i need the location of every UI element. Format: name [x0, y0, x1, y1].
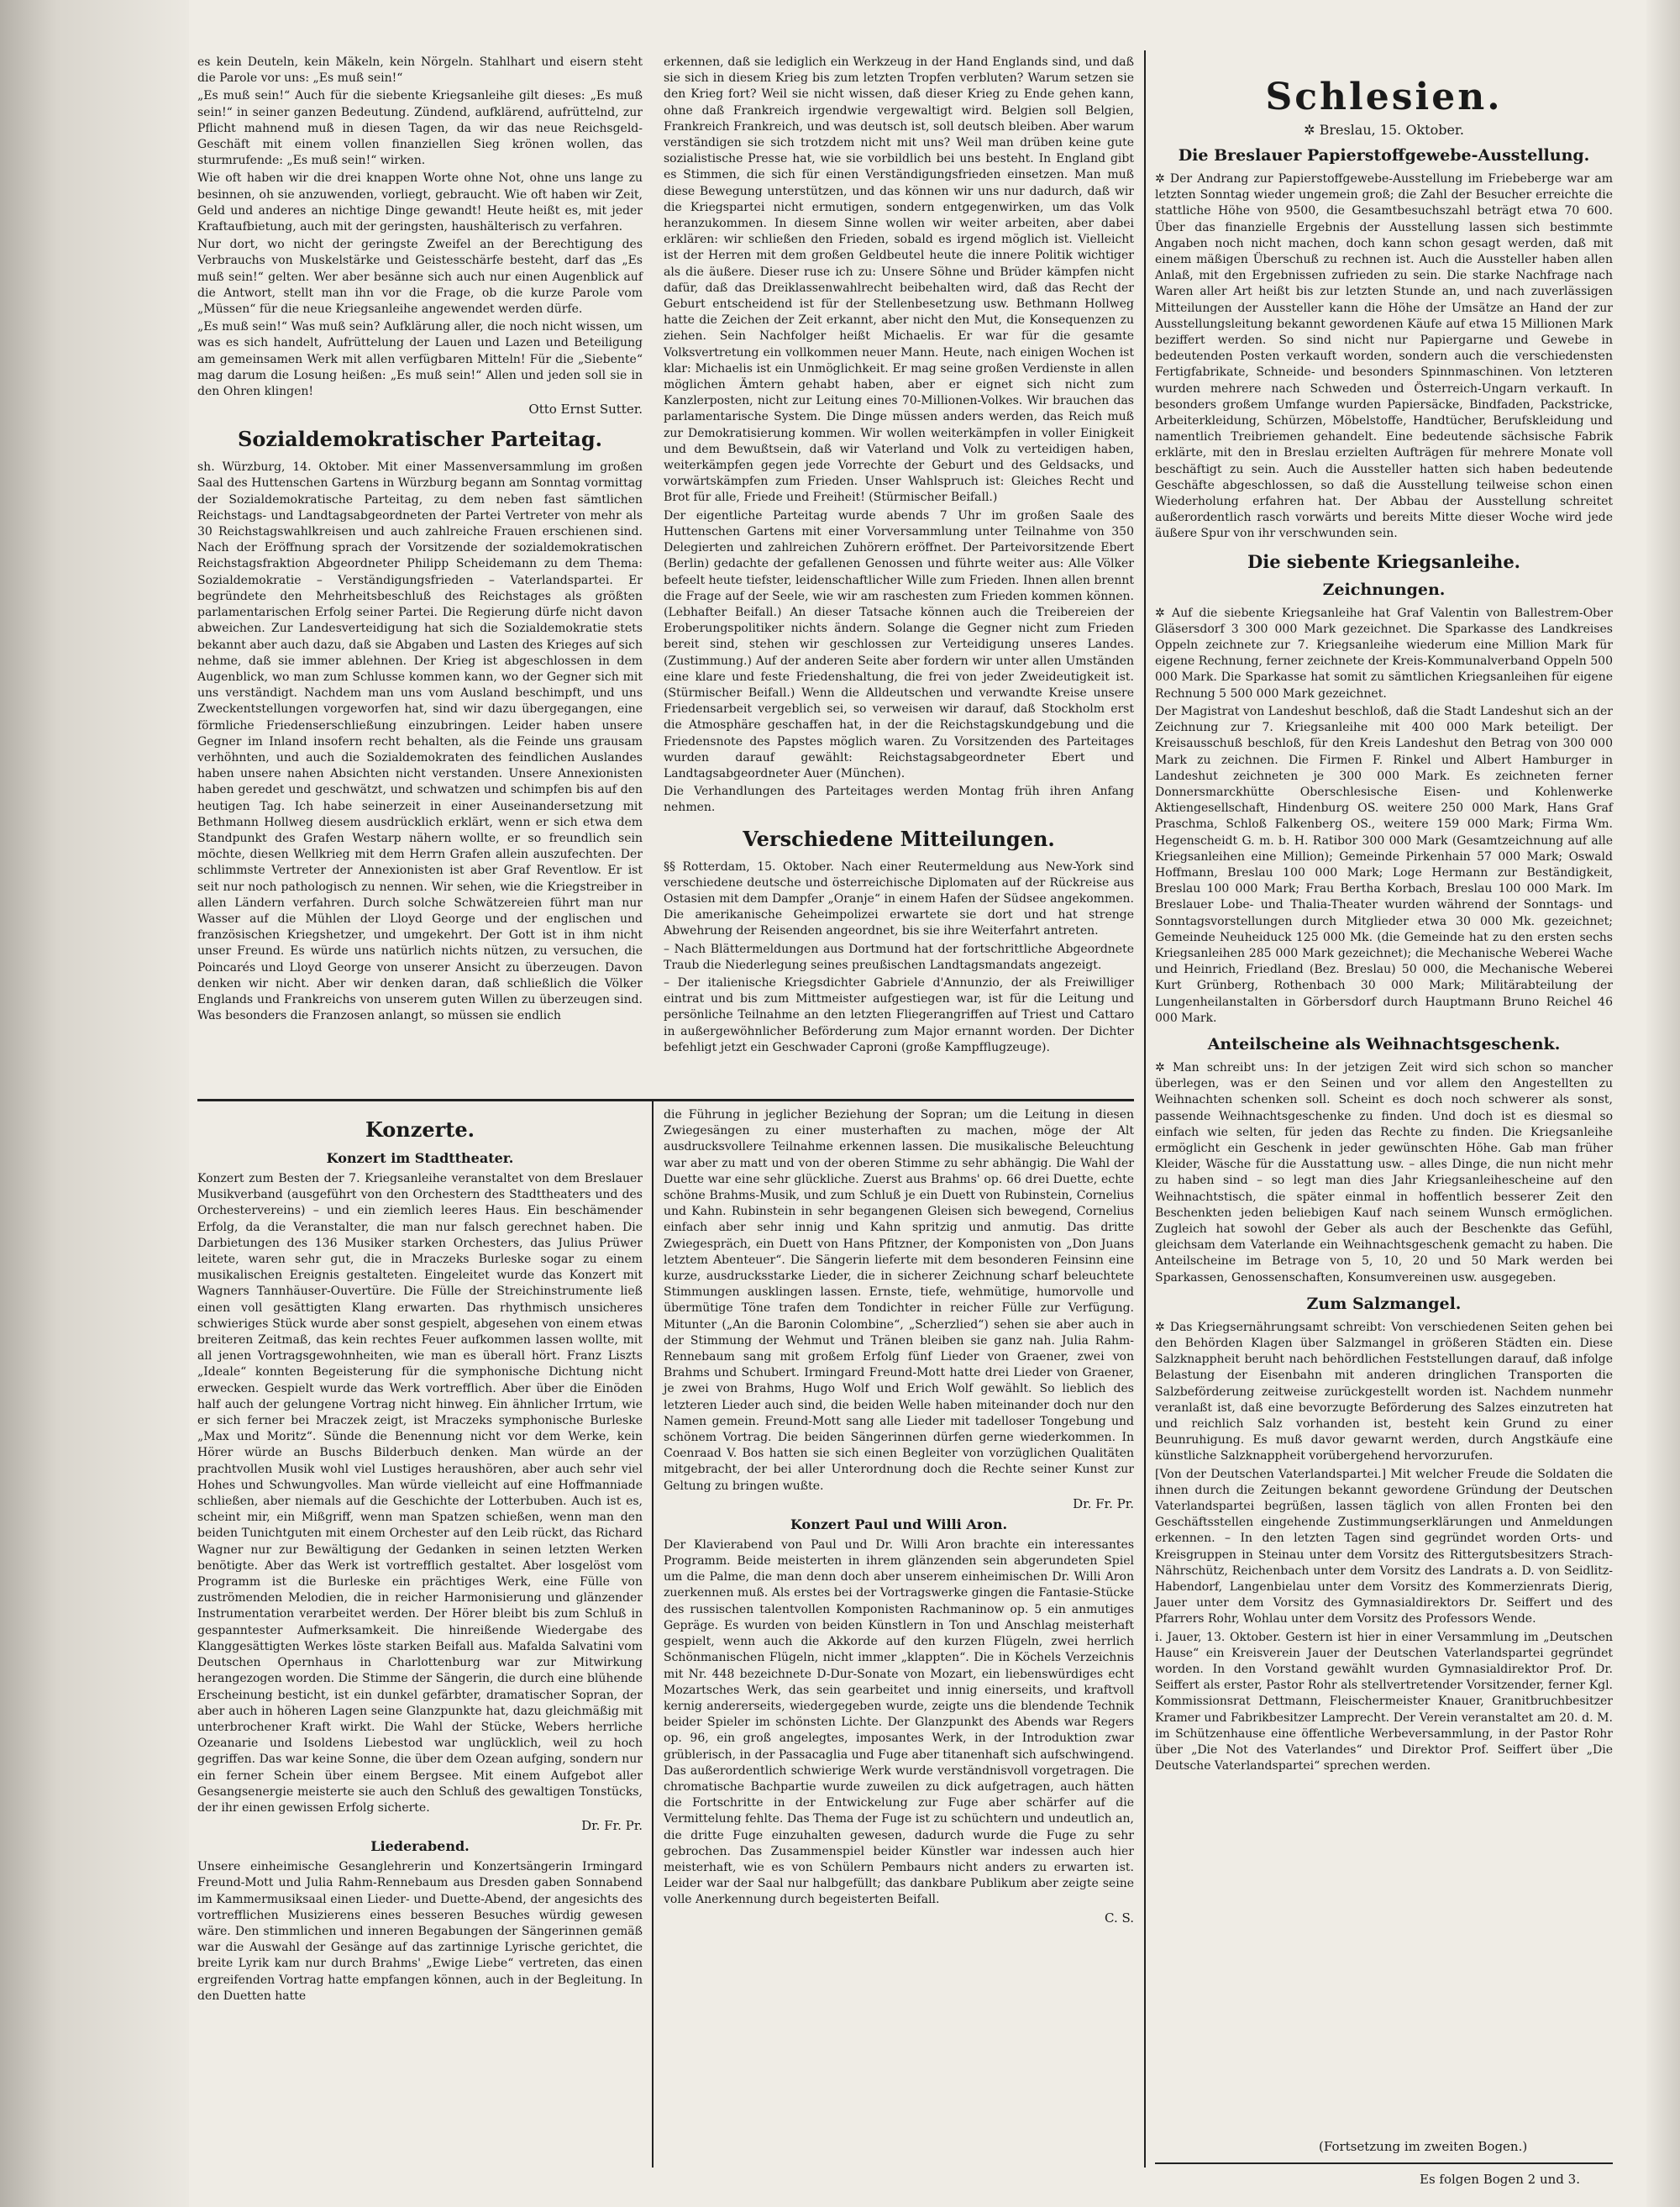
article-paragraph: [Von der Deutschen Vaterlandspartei.] Mit welcher Freude die Soldaten die ihnen durch die Zeitungen bekannt gewordene Gründung der Deutschen Vaterlandspartei begrüßen, lassen täglich von allen Fronten bei den Geschäftsstellen eingehende Zustimmungserklärungen und Anmeldungen erkennen. – In den letzten Tagen sind gegründet worden Orts- und Kreisgruppen in Steinau unter dem Vorsitz des Rittergutsbesitzers Strach-Nährschütz, Reichenbach unter dem Vorsitz des Landrats a. D. von Seidlitz-Habendorf, Langenbielau unter dem Vorsitz des Kommerzienrats Dierig, Jauer unter dem Vorsitz des Gymnasialdirektors Dr. Seiffert und des Pfarrers Rohr, Wohlau unter dem Vorsitz des Professors Wende.: [1155, 1467, 1613, 1626]
article-paragraph: Wie oft haben wir die drei knappen Worte ohne Not, ohne uns lange zu besinnen, oh sie anzuwenden, vorliegt, gebraucht. Wie oft haben wir Zeit, Geld und anderes an nichtige Dinge gewandt! Heute heißt es, mit jeder Kraftaufbietung, auch mit der geringsten, haushälterisch zu verfahren.: [197, 171, 643, 234]
article-paragraph: – Nach Blättermeldungen aus Dortmund hat der fortschrittliche Abgeordnete Traub die Niederlegung seines preußischen Landtagsmandats angezeigt.: [664, 942, 1134, 972]
article-paragraph: Unsere einheimische Gesanglehrerin und Konzertsängerin Irmingard Freund-Mott und Julia Rahm-Rennebaum aus Dresden gaben Sonnabend im Kammermusiksaal einen Lieder- und Duette-Abend, der angesichts des vortrefflichen Musizierens eines besseren Besuches würdig gewesen wäre. Den stimmlichen und inneren Begabungen der Sängerinnen gemäß war die Auswahl der Gesänge auf das zartinnige Lyrische gerichtet, die breite Lyrik kam nur durch Brahms' „Ewige Liebe“ vertreten, das einen ergreifenden Vortrag hatte empfangen können, auch in der Begleitung. In den Duetten hatte: [197, 1860, 643, 2003]
article-paragraph: „Es muß sein!“ Was muß sein? Aufklärung aller, die noch nicht wissen, um was es sich handelt, Aufrüttelung der Lauen und Lazen und Beteiligung am gemeinsamen Werk mit allen verfügbaren Mitteln! Für die „Siebente“ mag darum die Losung heißen: „Es muß sein!“ Allen und jeden soll sie in den Ohren klingen!: [197, 320, 643, 399]
article-paragraph: ✲ Auf die siebente Kriegsanleihe hat Graf Valentin von Ballestrem-Ober Gläsersdorf 3 300 000 Mark gezeichnet. Die Sparkasse des Landkreises Oppeln zeichnete zur 7. Kriegsanleihe wiederum eine Million Mark für eigene Rechnung, ferner zeichnete der Kreis-Kommunalverband Oppeln 500 000 Mark. Die Sparkasse hat somit zu sämtlichen Kriegsanleihen für eigene Rechnung 5 500 000 Mark gezeichnet.: [1155, 606, 1613, 701]
footer-rule: [1155, 2162, 1613, 2164]
author-signature: Otto Ernst Sutter.: [528, 402, 643, 418]
konzerte-section: [197, 1107, 643, 2006]
article-paragraph: die Führung in jeglicher Beziehung der Sopran; um die Leitung in diesen Zwiegesängen zu einer musterhaften zu machen, möge der Alt ausdrucksvollere Teilnahme erkennen lassen. Die musikalische Beleuchtung war aber zu matt und von der oberen Stimme zu sehr abhängig. Die Wahl der Duette war eine sehr glückliche. Zuerst aus Brahms' op. 66 drei Duette, echte schöne Brahms-Musik, und zum Schluß je ein Duett von Rubinstein, Cornelius und Kahn. Rubinstein in sehr begangenen Gleisen sich bewegend, Cornelius einfach aber sehr innig und Kahn spritzig und anmutig. Das dritte Zwiegespräch, ein Duett von Hans Pfitzner, der Komponisten von „Don Juans letztem Abenteuer“. Die Sängerin lieferte mit dem besonderen Feinsinn eine kurze, ausdrucksstarke Lieder, die in sicherer Zeichnung scharf beleuchtete Stimmungen ausklingen lassen. Ernste, tiefe, wehmütige, humorvolle und übermütige Töne trafen dem Tondichter in reicher Fülle zur Verfügung. Mitunter („An die Baronin Colombine“, „Scherzlied“) sehen sie aber auch in der Stimmung der Wehmut und Tränen bleiben sie ganz nah. Julia Rahm-Rennebaum sang mit großem Erfolg fünf Lieder von Graener, zwei von Brahms und Schubert. Irmingard Freund-Mott hatte drei Lieder von Graener, je zwei von Brahms, Hugo Wolf und Erich Wolf gewählt. So lieblich des letzteren Lieder auch sind, die beiden Welle haben miteinander doch nur den Namen gemein. Freund-Mott sang alle Lieder mit tadelloser Tongebung und schönem Vortrag. Die beiden Sängerinnen dürfen gerne wiederkommen. In Coenraad V. Bos hatten sie sich einen Begleiter von vorzüglichen Qualitäten mitgebracht, der bei aller Unterordnung doch die Rechte seiner Kunst zur Geltung zu bringen wußte.: [664, 1108, 1134, 1493]
page-edge: [1646, 0, 1680, 2207]
article-paragraph: ✲ Der Andrang zur Papierstoffgewebe-Ausstellung im Friebeberge war am letzten Sonntag wieder ungemein groß; die Zahl der Besucher erreichte die stattliche Höhe von 9500, die Gesamtbesuchszahl beträgt etwa 70 600. Über das finanzielle Ergebnis der Ausstellung lassen sich bestimmte Angaben noch nicht machen, doch kann schon gesagt werden, daß mit einem mäßigen Überschuß zu rechnen ist. Auch die Aussteller haben allen Anlaß, mit den Ergebnissen zufrieden zu sein. Die starke Nachfrage nach Waren aller Art heißt bis zur letzten Stunde an, und nach zuverlässigen Mitteilungen der Aussteller kann die Höhe der Umsätze an Hand der zur Ausstellungsleitung bekannt gewordenen Käufe auf etwa 15 Millionen Mark beziffert werden. So sind nicht nur Papiergarne und Gewebe in bedeutenden Posten verkauft worden, sondern auch die verschiedensten Fertigfabrikate, Schneide- und besonders Spinnmaschinen. Von letzteren wurden mehrere nach Schweden und Österreich-Ungarn verkauft. In besonders großem Umfange wurden Papiersäcke, Bindfaden, Packstricke, Arbeiterkleidung, Schürzen, Möbelstoffe, Handtücher, Berufskleidung und namentlich Treibriemen gehandelt. Eine bedeutende sächsische Fabrik erklärte, mit den in Breslau erzielten Aufträgen für mehrere Monate voll beschäftigt zu sein. Auch die Aussteller hatten sich haben bedeutende Geschäfte abgeschlossen, so daß die Ausstellung teilweise schon einen Wiederholung erfahren hat. Der Abbau der Ausstellung schreitet außerordentlich rasch vorwärts und bereits Mitte dieser Woche wird jede äußere Spur von ihr verschwunden sein.: [1155, 172, 1613, 541]
article-paragraph: i. Jauer, 13. Oktober. Gestern ist hier in einer Versammlung im „Deutschen Hause“ ein Kreisverein Jauer der Deutschen Vaterlandspartei gegründet worden. In den Vorstand gewählt wurden Gymnasialdirektor Prof. Dr. Seiffert als erster, Pastor Rohr als stellvertretender Vorsitzender, ferner Kgl. Kommissionsrat Dettmann, Fleischermeister Knauer, Granitbruchbesitzer Kramer und Fabrikbesitzer Lamprecht. Der Verein veranstaltet am 20. d. M. im Schützenhause eine öffentliche Werbeversammlung, in der Pastor Rohr über „Die Not des Vaterlandes“ und Direktor Prof. Seiffert über „Die Deutsche Vaterlandspartei“ sprechen werden.: [1155, 1630, 1613, 1773]
article-paragraph: Nur dort, wo nicht der geringste Zweifel an der Berechtigung des Verbrauchs von Muskelstärke und Geistesschärfe besteht, darf das „Es muß sein!“ gelten. Wer aber besänne sich auch nur einen Augenblick auf die Antwort, stellt man ihn vor die Frage, ob die kurze Parole vom „Müssen“ für die neue Kriegsanleihe angewendet werden dürfe.: [197, 238, 643, 317]
author-signature: Dr. Fr. Pr.: [1073, 1495, 1134, 1511]
headline-salzmangel: Zum Salzmangel.: [1306, 1294, 1462, 1313]
author-signature: Dr. Fr. Pr.: [581, 1818, 643, 1834]
subheadline-liederabend: Liederabend.: [370, 1838, 470, 1855]
next-sheets-note: Es folgen Bogen 2 und 3.: [1420, 2172, 1580, 2187]
section-title-schlesien: Schlesien.: [1265, 76, 1503, 118]
continuation-note: (Fortsetzung im zweiten Bogen.): [1319, 2139, 1528, 2154]
konzerte-section-continued: [664, 1107, 1134, 1931]
article-paragraph: sh. Würzburg, 14. Oktober. Mit einer Massenversammlung im großen Saal des Huttenschen Gartens in Würzburg begann am Sonntag vormittag der Sozialdemokratische Parteitag, zu dem neben fast sämtlichen Reichstags- und Landtagsabgeordneten der Partei Vertreter von mehr als 30 Reichstagswahlkreisen und auch zahlreiche Frauen erschienen sind. Nach der Eröffnung sprach der Vorsitzende der sozialdemokratischen Reichstagsfraktion Abgeordneter Philipp Scheidemann zu dem Thema: Sozialdemokratie – Verständigungsfrieden – Vaterlandspartei. Er begründete den Mehrheitsbeschluß des Reichstages als größten parlamentarischen Erfolg seiner Partei. Die Regierung dürfe nicht davon abweichen. Zur Landesverteidigung hat sich die Sozialdemokratie stets bekannt aber auch dazu, daß sie Abgaben und Lasten des Krieges auf sich nehme, daß sie immer ablehnen. Der Krieg ist abgeschlossen in dem Augenblick, wo man zum Schlusse kommen kann, wo der Gegner sich mit uns verständigt. Nachdem man uns vom Ausland beschimpft, und uns Zweckentstellungen vorgeworfen hat, sind wir dazu übergegangen, eine förmliche Friedenserschließung einzubringen. Leider haben unsere Gegner im Inland insofern recht behalten, als die Feinde uns grausam verhöhnten, und auch die Sozialdemokraten des feindlichen Auslandes haben unsere nahen Absichten nicht verstanden. Unsere Annexionisten haben geredet und geschwätzt, und schwatzen und schimpfen bis auf den heutigen Tag. Ich habe seinerzeit in einer Auseinandersetzung mit Bethmann Hollweg diesem ausdrücklich erklärt, wenn er sich etwa dem Standpunkt des Grafen Westarp nähern wollte, er so freundlich sein möchte, diesen Wellkrieg mit dem Herrn Grafen allein auszufechten. Der schlimmste Vertreter der Annexionisten ist aber Graf Reventlow. Er ist seit nur noch pathologisch zu nennen. Wir sehen, wie die Kriegstreiber in allen Ländern verfahren. Durch solche Schwätzereien führt man nur Wasser auf die Mühlen der Lloyd George und der englischen und französischen Kriegshetzer, und umgekehrt. Der Gott ist in ihm nicht unser Freund. Es würde uns natürlich nichts nützen, zu versuchen, die Poincarés und Lloyd George von unserer Ansicht zu überzeugen. Davon denken wir nicht. Aber wir denken daran, daß schließlich die Völker Englands und Frankreichs von unserem guten Willen zu überzeugen sind. Was besonders die Franzosen anlangt, so müssen sie endlich: [197, 460, 643, 1023]
column-rule: [652, 1101, 654, 2168]
headline-kriegsanleihe: Die siebente Kriegsanleihe.: [1247, 550, 1520, 572]
headline-anteilscheine: Anteilscheine als Weihnachtsgeschenk.: [1207, 1034, 1561, 1054]
dateline: ✲ Breslau, 15. Oktober.: [1304, 122, 1464, 138]
headline-verschiedene-mitteilungen: Verschiedene Mitteilungen.: [743, 826, 1055, 851]
article-paragraph: Der eigentliche Parteitag wurde abends 7 Uhr im großen Saale des Huttenschen Gartens mit einer Vorversammlung unter Teilnahme von 350 Delegierten und zahlreichen Zuhörern eröffnet. Der Parteivorsitzende Ebert (Berlin) gedachte der gefallenen Genossen und führte weiter aus: Alle Völker befeelt heute tiefster, leidenschaftlicher Wille zum Frieden. Ihnen allen brennt die Frage auf der Seele, wie wir am raschesten zum Frieden kommen können. (Lebhafter Beifall.) An dieser Tatsache können auch die Treibereien der Eroberungspolitiker nichts ändern. Solange die Gegner nicht zum Frieden bereit sind, stehen wir geschlossen zur Verteidigung unseres Landes. (Zustimmung.) Auf der anderen Seite aber fordern wir unter allen Umständen eine klare und feste Friedenshaltung, die frei von jeder Zweideutigkeit ist. (Stürmischer Beifall.) Wenn die Alldeutschen und verwandte Kreise unsere Friedensarbeit vergeblich sei, so verweisen wir darauf, daß Stockholm erst die Atmosphäre geschaffen hat, in der die Reichstagskundgebung und die Friedensnote des Papstes möglich waren. Zu Vorsitzenden des Parteitages wurden darauf gewählt: Reichstagsabgeordneter Ebert und Landtagsabgeordneter Auer (München).: [664, 508, 1134, 780]
article-paragraph: ✲ Das Kriegsernährungsamt schreibt: Von verschiedenen Seiten gehen bei den Behörden Klagen über Salzmangel in größeren Städten ein. Diese Salzknappheit beruht nach behördlichen Feststellungen darauf, daß infolge Belastung der Eisenbahn mit anderen dringlichen Transporten die Salzbeförderung zeitweise zurückgestellt worden ist. Nachdem nunmehr veranlaßt ist, daß eine bevorzugte Beförderung des Salzes einzutreten hat und reichlich Salz vorhanden ist, besteht kein Grund zu einer Beunruhigung. Es muß davor gewarnt werden, durch Angstkäufe eine künstliche Salzknappheit vorübergehend hervorzurufen.: [1155, 1320, 1613, 1463]
article-paragraph: „Es muß sein!“ Auch für die siebente Kriegsanleihe gilt dieses: „Es muß sein!“ in seiner ganzen Bedeutung. Zündend, aufklärend, aufrüttelnd, zur Pflicht mahnend muß in diesen Tagen, da wir das neue Reichsgeld-Geschäft mit einem vollen finanziellen Sieg krönen wollen, das sturmrufende: „Es muß sein!“ wirken.: [197, 89, 643, 168]
article-paragraph: es kein Deuteln, kein Mäkeln, kein Nörgeln. Stahlhart und eisern steht die Parole vor uns: „Es muß sein!“: [197, 55, 643, 86]
article-paragraph: Die Verhandlungen des Parteitages werden Montag früh ihren Anfang nehmen.: [664, 785, 1134, 815]
author-signature: C. S.: [1105, 1910, 1134, 1926]
article-paragraph: Der Klavierabend von Paul und Dr. Willi Aron brachte ein interessantes Programm. Beide meisterten in ihrem glänzenden sein abgerundeten Spiel um die Palme, die man denn doch aber unserem einheimischen Dr. Willi Aron zuerkennen muß. Als erstes bei der Vortragswerke gingen die Fantasie-Stücke des russischen talentvollen Komponisten Rachmaninow op. 5 ein anmutiges Gepräge. Es wurden von beiden Künstlern in Ton und Anschlag meisterhaft gespielt, wenn auch die Akkorde auf den kurzen Flügeln, zwei herrlich Schönmanischen Flügeln, nicht immer „klappten“. Die in Köchels Verzeichnis mit Nr. 448 bezeichnete D-Dur-Sonate von Mozart, ein liebenswürdiges echt Mozartsches Werk, das sein gearbeitet und innig einerseits, und kraftvoll kernig andererseits, wiedergegeben wurde, zeigte uns die blendende Technik beider Spieler im schönsten Lichte. Der Glanzpunkt des Abends war Regers op. 96, ein groß angelegtes, imposantes Werk, in der Introduktion zwar grüblerisch, in der Passacaglia und Fuge aber titanenhaft sich aufschwingend. Das außerordentlich schwierige Werk wurde verständnisvoll vorgetragen. Die chromatische Bachpartie wurde zuweilen zu dick aufgetragen, auch hätten die Fortschritte in der Entwickelung zur Fuge aber schärfer auf die Vermittelung fehlte. Das Thema der Fuge ist zu schüchtern und undeutlich an, die dritte Fuge einzuhalten gewesen, dadurch wurde die Fuge zu sehr gebrochen. Das Zusammenspiel beider Künstler war indessen auch hier meisterhaft, wie es von Schülern Pembaurs nicht anders zu erwarten ist. Leider war der Saal nur halbgefüllt; das dankbare Publikum aber zeigte seine volle Anerkennung durch begeisterten Beifall.: [664, 1537, 1134, 1907]
column-2: [664, 55, 1134, 1058]
headline-konzerte: Konzerte.: [365, 1117, 475, 1142]
headline-parteitag: Sozialdemokratischer Parteitag.: [238, 427, 602, 452]
article-paragraph: Konzert zum Besten der 7. Kriegsanleihe veranstaltet von dem Breslauer Musikverband (ausgeführt von den Orchestern des Stadttheaters und des Orchestervereins) – und ein ziemlich leeres Haus. Ein beschämender Erfolg, da die Veranstalter, die man nur falsch gerechnet haben. Die Darbietungen des 136 Musiker starken Orchesters, das Julius Prüwer leitete, waren sehr gut, die in Mraczeks Burleske sogar zu einem musikalischen Ereignis gestalteten. Eingeleitet wurde das Konzert mit Wagners Tannhäuser-Ouvertüre. Die Fülle der Streichinstrumente ließ einen voll gesättigten Klang erwarten. Das rhythmisch unsicheres schwieriges Stück wurde aber sonst gespielt, abgesehen von einem etwas breiteren Zeitmaß, das kein rechtes Feuer aufkommen lassen wollte, mit all jenen Vortragsgewohnheiten, wie man es überall hört. Franz Liszts „Ideale“ konnten Begeisterung für die symphonische Dichtung nicht erwecken. Gespielt wurde das Werk vortrefflich. Aber über die Einöden half auch der gelungene Vortrag nicht hinweg. Ein ähnlicher Irrtum, wie er sich ferner bei Mraczek zeigt, ist Mraczeks symphonische Burleske „Max und Moritz“. Sünde die Benennung nicht vor dem Werke, kein Hörer würde an Buschs Bilderbuch denken. Man würde an der prachtvollen Musik wohl viel Lustiges heraushören, aber auch sehr viel Hohes und Schwungvolles. Man würde vielleicht auf eine Hoffmanniade schließen, aber niemals auf die Geschichte der Lotterbuben. Auch ist es, scheint mir, ein Mißgriff, wenn man Spatzen schießen, wenn man den beiden Tunichtguten mit einem Orchester auf den Leib rückt, das Richard Wagner nur zur Bewältigung der Gedanken in seinen letzten Werken benötigte. Aber das Werk ist vortrefflich gestaltet. Aber losgelöst vom Programm ist die Burleske ein prächtiges Werk, eine Fülle von zuströmenden Melodien, die in reicher Harmonisierung und glänzender Instrumentation verarbeitet werden. Der Hörer bleibt bis zum Schluß in gespanntester Aufmerksamkeit. Die hinreißende Wiedergabe des Klanggesättigten Werkes löste starken Beifall aus. Mafalda Salvatini vom Deutschen Opernhaus in Charlottenburg war zur Mitwirkung herangezogen worden. Die Stimme der Sängerin, die durch eine blühende Erscheinung besticht, ist ein dunkel gefärbter, dramatischer Sopran, der aber auch in höheren Lagen seine Glanzpunkte hat, dazu gleichmäßig mit unterbrochener Kraft wirkt. Die Wahl der Stücke, Webers herrliche Ozeanarie und Isoldens Liebestod war unglücklich, weil zu hoch gegriffen. Das war keine Sonne, die über dem Ozean aufging, sondern nur ein ferner Schein über einem Bergsee. Mit einem Aufgebot aller Gesangsenergie meisterte sie auch den Schluß des gewaltigen Tonstücks, der ihr einen gewissen Erfolg sicherte.: [197, 1172, 643, 1815]
subheadline-stadttheater: Konzert im Stadttheater.: [326, 1150, 514, 1166]
article-paragraph: Der Magistrat von Landeshut beschloß, daß die Stadt Landeshut sich an der Zeichnung zur 7. Kriegsanleihe mit 400 000 Mark beteiligt. Der Kreisausschuß beschloß, für den Kreis Landeshut den Betrag von 300 000 Mark zu zeichnen. Die Firmen F. Rinkel und Albert Hamburger in Landeshut zeichneten je 300 000 Mark. Es zeichneten ferner Donnersmarckhütte Oberschlesische Eisen- und Kohlenwerke Aktiengesellschaft, Hindenburg OS. weitere 250 000 Mark, Hans Graf Praschma, Schloß Falkenberg OS., weitere 159 000 Mark; Firma Wm. Hegenscheidt G. m. b. H. Ratibor 300 000 Mark (Gesamtzeichnung auf alle Kriegsanleihen eine Million); Gemeinde Pirkenhain 57 000 Mark; Oswald Hoffmann, Breslau 100 000 Mark; Loge Hermann zur Beständigkeit, Breslau 100 000 Mark; Frau Bertha Korbach, Breslau 100 000 Mark. Im Breslauer Lobe- und Thalia-Theater wurden während der Sonntags- und Sonntagsvorstellungen durch Mitglieder etwa 30 000 Mk. gezeichnet; Gemeinde Neuheiduck 125 000 Mk. (die Gemeinde hat zu den ersten sechs Kriegsanleihen 285 000 Mark gezeichnet); die Mechanische Weberei Wache und Heinrich, Friedland (Bez. Breslau) 50 000, die Mechanische Weberei Kurt Grünberg, Rothenbach 30 000 Mark; Militärabteilung der Lungenheilanstalten in Görbersdorf durch Hauptmann Bruno Reichel 46 000 Mark.: [1155, 704, 1613, 1025]
article-paragraph: §§ Rotterdam, 15. Oktober. Nach einer Reutermeldung aus New-York sind verschiedene deutsche und österreichische Diplomaten auf der Rückreise aus Ostasien mit dem Dampfer „Oranje“ in einem Hafen der Südsee angekommen. Die amerikanische Geheimpolizei erwartete sie dort und hat strenge Abwehrung der Reisenden angeordnet, bis sie ihre Weiterfahrt antreten.: [664, 859, 1134, 938]
section-divider: [197, 1099, 1134, 1101]
subheadline-aron: Konzert Paul und Willi Aron.: [790, 1516, 1008, 1532]
column-rule: [1144, 50, 1146, 2168]
binding-shadow: [0, 0, 189, 2207]
article-paragraph: erkennen, daß sie lediglich ein Werkzeug in der Hand Englands sind, und daß sie sich in diesem Krieg bis zum letzten Tropfen verbluten? Warum setzen sie den Krieg fort? Weil sie nicht wissen, daß dieser Krieg zu Ende gehen kann, ohne daß Frankreich irgendwie vergewaltigt wird. Belgien soll Belgien, Frankreich Frankreich, und was deutsch ist, soll deutsch bleiben. Aber warum verständigen sie sich trotzdem nicht mit uns? Weil man drüben keine gute sozialistische Presse hat, wie sie vorbildlich bei uns besteht. In England gibt es Stimmen, die sich für einen Verständigungsfrieden einsetzen. Man muß diese Bewegung unterstützen, und das können wir uns nur dadurch, daß wir die Kriegspartei nicht ermutigen, sondern entgegenwirken, um das Volk heranzukommen. In diesem Sinne wollen wir weiter arbeiten, aber dabei erklären: wir schließen den Frieden, sobald es irgend möglich ist. Vielleicht ist der Herren mit dem großen Geldbeutel heute die innere Politik wichtiger als die äußere. Dieser ruse ich zu: Unsere Söhne und Brüder kämpfen nicht dafür, daß das Dreiklassenwahlrecht beibehalten wird, daß das Recht der Geburt entscheidend ist für der Stellenbesetzung usw. Bethmann Hollweg hatte die Zeichen der Zeit erkannt, aber nicht den Mut, die Konsequenzen zu ziehen. Sein Nachfolger heißt Michaelis. Er war für die gesamte Volksvertretung ein vollkommen neuer Mann. Heute, nach einigen Wochen ist klar: Michaelis ist ein Unmöglichkeit. Er mag seine großen Verdienste in allen möglichen Ämtern gehabt haben, aber er eignet sich nicht zum Kanzlerposten, nicht zur Leitung eines 70-Millionen-Volkes. Wir brauchen das parlamentarische System. Die Dinge müssen anders werden, das Reich muß zur Demokratisierung kommen. Wir wollen weiterkämpfen in voller Einigkeit und dem Bewußtsein, daß wir Vaterland und Volk zu verteidigen haben, weiterkämpfen gegen jede Vorrechte der Geburt und des Geldsacks, und vorwärtskämpfen zum Frieden. Unser Wahlspruch ist: Gleiches Recht und Brot für alle, Friede und Freiheit! (Stürmischer Beifall.): [664, 55, 1134, 505]
headline-papierstoffgewebe: Die Breslauer Papierstoffgewebe-Ausstellung.: [1178, 146, 1590, 165]
subheadline-zeichnungen: Zeichnungen.: [1322, 580, 1446, 599]
article-paragraph: – Der italienische Kriegsdichter Gabriele d'Annunzio, der als Freiwilliger eintrat und bis zum Mittmeister aufgestiegen war, ist für die Leitung und persönliche Teilnahme an den letzten Fliegerangriffen auf Triest und Cattaro in außergewöhnlicher Beförderung zum Major ernannt worden. Der Dichter befehligt jetzt ein Geschwader Caproni (große Kampfflugzeuge).: [664, 975, 1134, 1054]
article-paragraph: ✲ Man schreibt uns: In der jetzigen Zeit wird sich schon so mancher überlegen, was er den Seinen und vor allem den Angestellten zu Weihnachten schenken soll. Scheint es doch noch schwerer als sonst, passende Weihnachtsgeschenke zu finden. Und doch ist es diesmal so einfach wie selten, für jeden das Rechte zu finden. Die Kriegsanleihe ermöglicht ein Geschenk in jeder gewünschten Höhe. Gab man früher Kleider, Wäsche für die Ausstattung usw. – alles Dinge, die nun nicht mehr zu haben sind – so legt man dies Jahr Kriegsanleihescheine auf den Weihnachtstisch, die später einmal in hoffentlich besserer Zeit den Beschenkten jeden beliebigen Kauf nach seinem Wunsch ermöglichen. Zugleich hat sowohl der Geber als auch der Beschenkte das Gefühl, gleichsam dem Vaterlande ein Weihnachtsgeschenk gemacht zu haben. Die Anteilscheine im Betrage von 5, 10, 20 und 50 Mark werden bei Sparkassen, Genossenschaften, Konsumvereinen usw. ausgegeben.: [1155, 1060, 1613, 1285]
column-3: [1155, 76, 1613, 1776]
column-1: [197, 55, 643, 1026]
